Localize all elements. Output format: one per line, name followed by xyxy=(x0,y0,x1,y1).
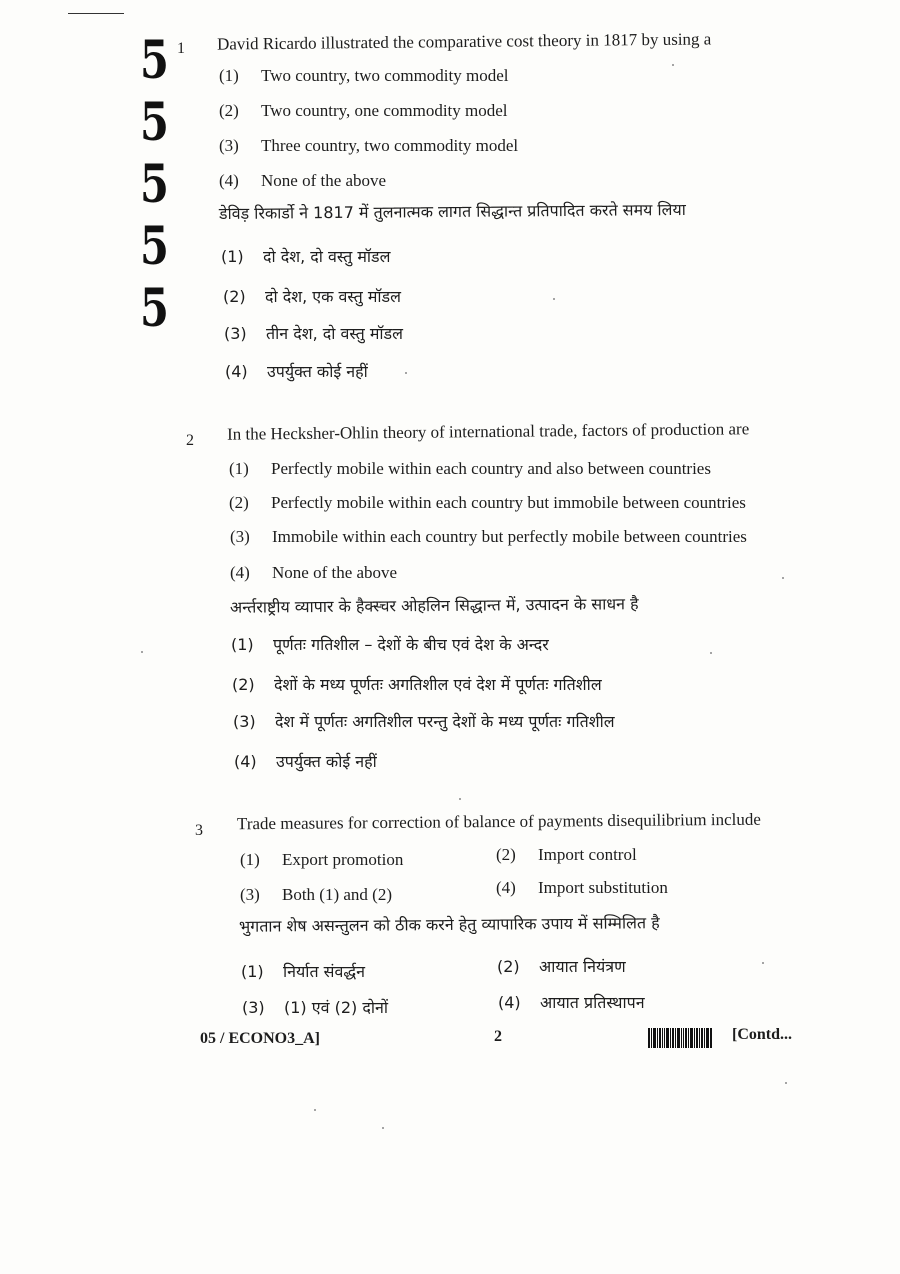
option: (4) आयात प्रतिस्थापन xyxy=(498,993,645,1012)
question-number: 2 xyxy=(186,432,194,449)
option: (3) Immobile within each country but perfectly mobile between countries xyxy=(230,527,747,546)
option: (1) दो देश, दो वस्तु मॉडल xyxy=(221,247,391,266)
scan-speck xyxy=(141,651,143,653)
option: (2) देशों के मध्य पूर्णतः अगतिशील एवं देश में पूर्णतः गतिशील xyxy=(232,675,602,694)
scan-speck xyxy=(710,652,712,654)
margin-mark: 5 xyxy=(140,30,169,91)
margin-mark: 5 xyxy=(140,278,169,339)
top-rule xyxy=(68,13,124,14)
option: (2) Import control xyxy=(496,845,637,864)
option: (4) None of the above xyxy=(230,563,398,582)
question-number: 1 xyxy=(177,40,185,57)
scan-speck xyxy=(762,962,764,964)
option: (4) Import substitution xyxy=(496,878,668,897)
option: (4) उपर्युक्त कोई नहीं xyxy=(225,362,368,381)
paper-code: 05 / ECONO3_A] xyxy=(200,1030,320,1047)
option: (1) Perfectly mobile within each country and also between countries xyxy=(229,459,711,478)
option: (1) निर्यात संवर्द्धन xyxy=(241,962,366,981)
margin-mark: 5 xyxy=(140,154,169,215)
option: (2) आयात नियंत्रण xyxy=(497,957,626,976)
option: (2) Perfectly mobile within each country but immobile between countries xyxy=(229,493,746,512)
margin-mark: 5 xyxy=(140,216,169,277)
scan-speck xyxy=(405,372,407,374)
margin-mark: 5 xyxy=(140,92,169,153)
scan-speck xyxy=(672,64,674,66)
barcode-icon xyxy=(648,1028,718,1048)
margin-marks xyxy=(140,30,180,340)
option: (1) पूर्णतः गतिशील – देशों के बीच एवं देश के अन्दर xyxy=(231,635,549,654)
option: (1) Two country, two commodity model xyxy=(219,66,509,85)
scan-speck xyxy=(459,798,461,800)
page-number: 2 xyxy=(494,1028,502,1045)
question-stem-hi: डेविड़ रिकार्डो ने 1817 में तुलनात्मक लागत सिद्धान्त प्रतिपादित करते समय लिया xyxy=(218,199,686,224)
option: (2) दो देश, एक वस्तु मॉडल xyxy=(223,287,401,306)
scan-speck xyxy=(553,298,555,300)
question-stem-en: In the Hecksher-Ohlin theory of international trade, factors of production are xyxy=(226,419,750,444)
option: (3) तीन देश, दो वस्तु मॉडल xyxy=(224,324,403,343)
question-stem-en: Trade measures for correction of balance of payments disequilibrium include xyxy=(236,809,761,834)
question-stem-hi: भुगतान शेष असन्तुलन को ठीक करने हेतु व्यापारिक उपाय में सम्मिलित है xyxy=(238,913,660,936)
scan-speck xyxy=(782,577,784,579)
option: (3) Three country, two commodity model xyxy=(219,136,519,155)
question-stem-hi: अर्न्तराष्ट्रीय व्यापार के हैक्स्चर ओहलिन सिद्धान्त में, उत्पादन के साधन है xyxy=(229,594,639,617)
option: (3) देश में पूर्णतः अगतिशील परन्तु देशों के मध्य पूर्णतः गतिशील xyxy=(233,712,615,731)
scan-speck xyxy=(314,1109,316,1111)
question-number: 3 xyxy=(195,822,203,839)
scan-speck xyxy=(785,1082,787,1084)
option: (4) None of the above xyxy=(219,171,387,190)
scan-speck xyxy=(382,1127,384,1129)
option: (1) Export promotion xyxy=(240,850,404,869)
option: (3) Both (1) and (2) xyxy=(240,885,393,904)
option: (3) (1) एवं (2) दोनों xyxy=(242,998,388,1017)
option: (4) उपर्युक्त कोई नहीं xyxy=(234,752,377,771)
option: (2) Two country, one commodity model xyxy=(219,101,508,120)
question-stem-en: David Ricardo illustrated the comparative cost theory in 1817 by using a xyxy=(216,29,712,54)
continued-label: [Contd... xyxy=(732,1026,793,1043)
